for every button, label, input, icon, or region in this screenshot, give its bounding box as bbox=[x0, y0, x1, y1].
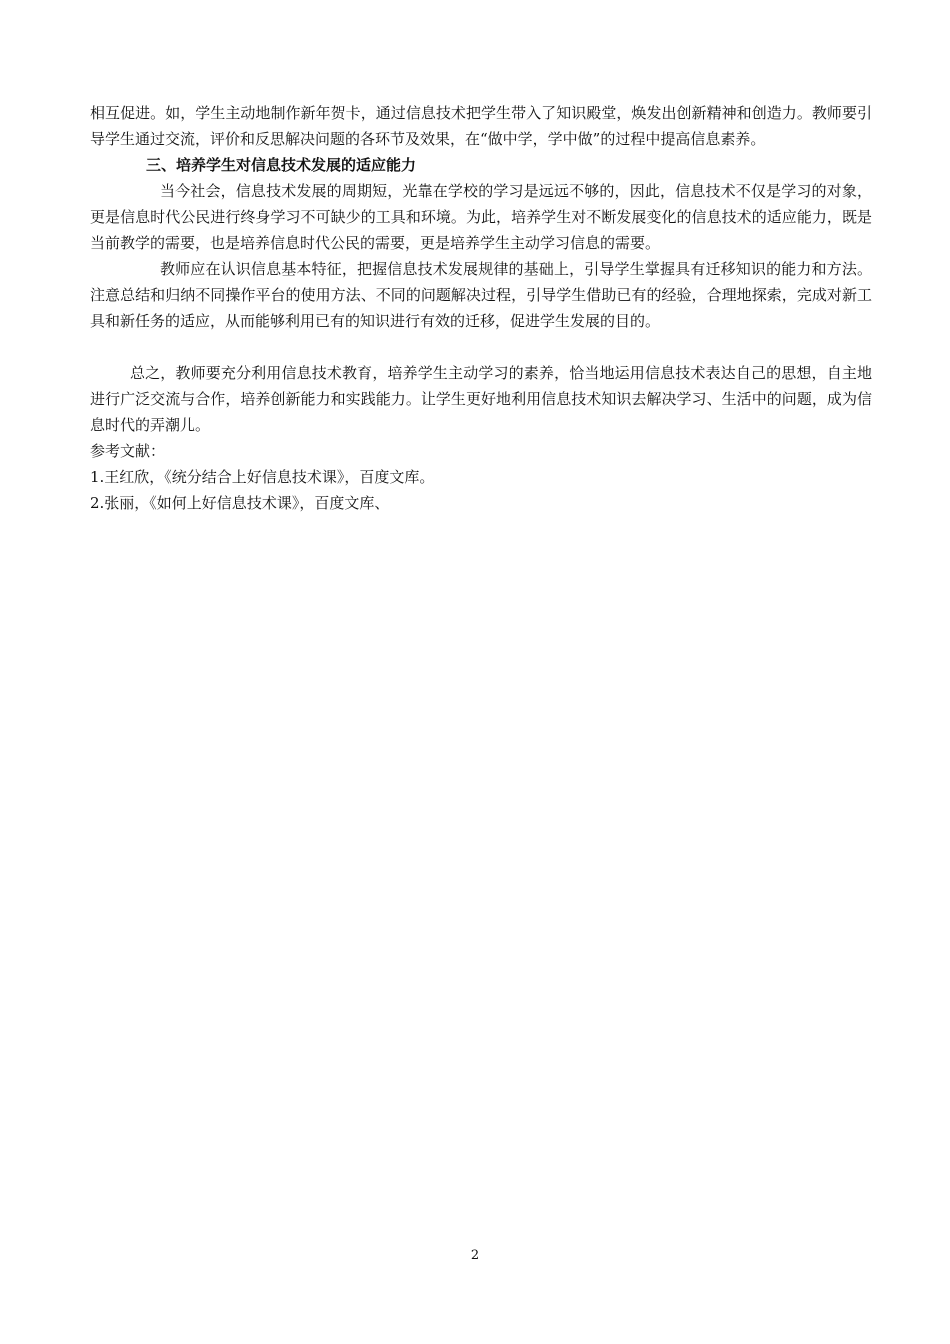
conclusion-paragraph: 总之，教师要充分利用信息技术教育，培养学生主动学习的素养，恰当地运用信息技术表达自己的思想，自主地进行广泛交流与合作，培养创新能力和实践能力。让学生更好地利用信息技术知识去解决学习、生活中的问题，成为信息时代的弄潮儿。 bbox=[90, 364, 872, 434]
reference-item: 1.王红欣，《统分结合上好信息技术课》，百度文库。 bbox=[90, 468, 435, 486]
section-heading: 三、培养学生对信息技术发展的适应能力 bbox=[146, 156, 417, 174]
section-paragraph-1: 当今社会，信息技术发展的周期短，光靠在学校的学习是远远不够的，因此，信息技术不仅是学习的对象，更是信息时代公民进行终身学习不可缺少的工具和环境。为此，培养学生对不断发展变化的信息技术的适应能力，既是当前教学的需要，也是培养信息时代公民的需要，更是培养学生主动学习信息的需要。 bbox=[90, 182, 872, 252]
blank-line bbox=[90, 334, 872, 360]
section-paragraph-2: 教师应在认识信息基本特征，把握信息技术发展规律的基础上，引导学生掌握具有迁移知识的能力和方法。注意总结和归纳不同操作平台的使用方法、不同的问题解决过程，引导学生借助已有的经验，合理地探索，完成对新工具和新任务的适应，从而能够利用已有的知识进行有效的迁移，促进学生发展的目的。 bbox=[90, 260, 872, 330]
page-content bbox=[90, 100, 872, 516]
intro-paragraph: 相互促进。如，学生主动地制作新年贺卡，通过信息技术把学生带入了知识殿堂，焕发出创新精神和创造力。教师要引导学生通过交流，评价和反思解决问题的各环节及效果，在“做中学，学中做”的过程中提高信息素养。 bbox=[90, 104, 872, 148]
references-title: 参考文献： bbox=[90, 442, 166, 460]
page-number: 2 bbox=[470, 1248, 480, 1263]
reference-item: 2.张丽，《如何上好信息技术课》，百度文库、 bbox=[90, 494, 390, 512]
